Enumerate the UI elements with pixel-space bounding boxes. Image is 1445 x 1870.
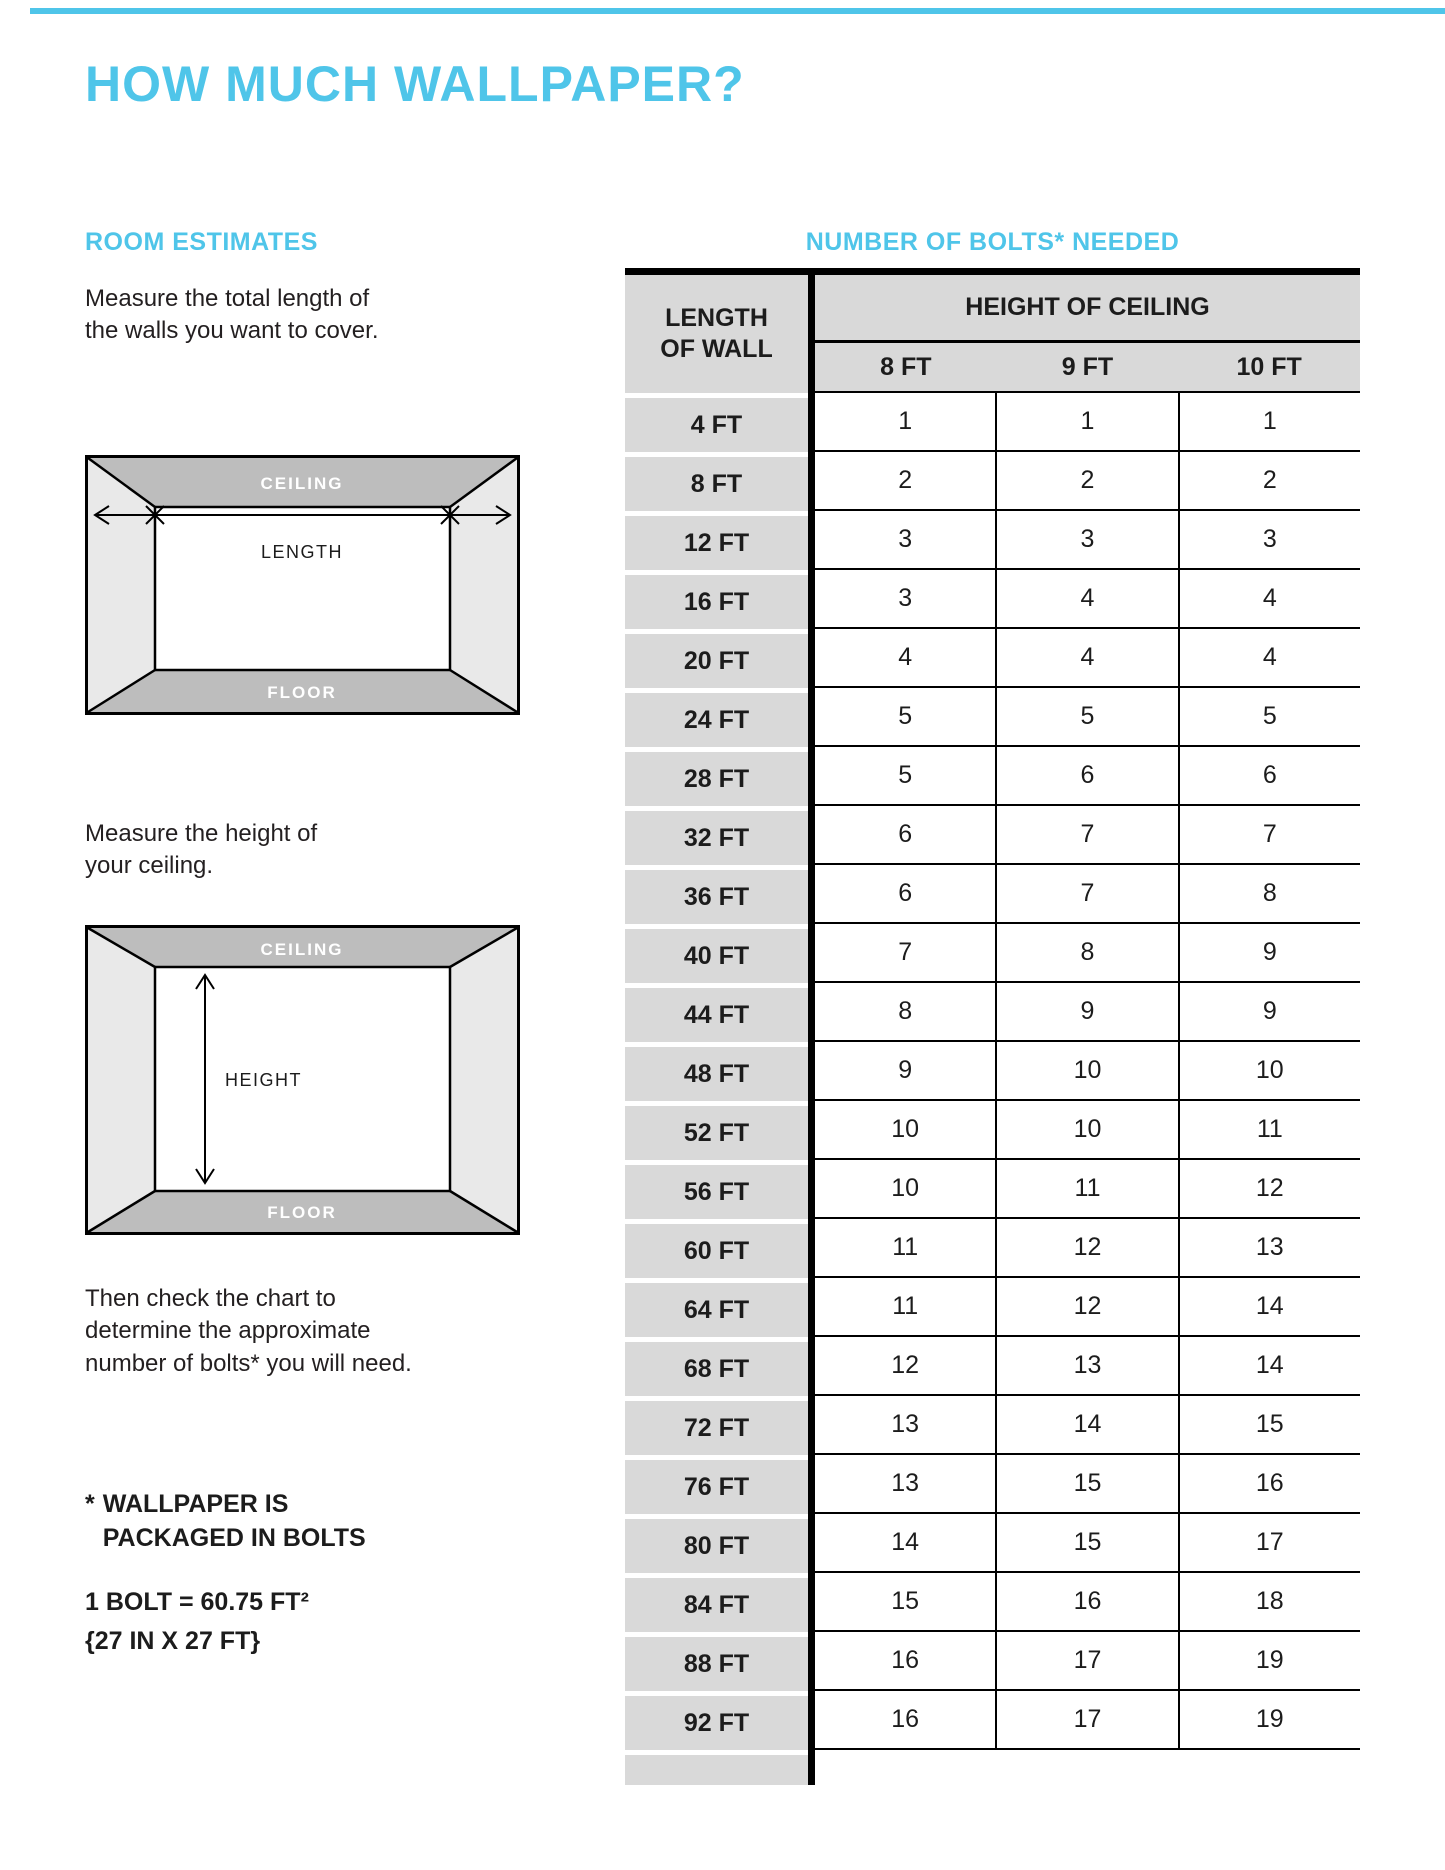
bolt-count-cell: 16: [815, 1691, 997, 1748]
bolt-count-cell: 17: [1180, 1514, 1360, 1571]
top-accent-rule: [30, 8, 1445, 14]
table-row: [815, 570, 1360, 629]
bolt-count-cell: 3: [815, 511, 997, 568]
bolt-dimensions-line: {27 IN X 27 FT}: [85, 1626, 261, 1655]
height-of-ceiling-header: HEIGHT OF CEILING: [815, 275, 1360, 343]
bolt-count-cell: 9: [815, 1042, 997, 1099]
bolt-count-cell: 17: [997, 1691, 1179, 1748]
table-row: [815, 1219, 1360, 1278]
wall-length-cell: 60 FT: [625, 1224, 808, 1278]
wall-length-cell: 4 FT: [625, 398, 808, 452]
bolt-count-cell: 15: [997, 1455, 1179, 1512]
table-row: [815, 1573, 1360, 1632]
bolt-count-cell: 8: [815, 983, 997, 1040]
bolt-count-cell: 7: [997, 865, 1179, 922]
bolt-count-cell: 4: [1180, 570, 1360, 627]
bolt-count-cell: 3: [815, 570, 997, 627]
length-column-footer: [625, 1755, 808, 1785]
bolt-count-cell: 12: [997, 1219, 1179, 1276]
floor-label: FLOOR: [267, 1203, 337, 1222]
page-title: HOW MUCH WALLPAPER?: [85, 56, 745, 112]
header-line: OF WALL: [660, 335, 773, 363]
table-row: [815, 806, 1360, 865]
room-estimates-heading: ROOM ESTIMATES: [85, 228, 318, 256]
bolt-count-cell: 13: [1180, 1219, 1360, 1276]
wall-length-cell: 12 FT: [625, 516, 808, 570]
bolt-count-cell: 15: [997, 1514, 1179, 1571]
bolt-count-cell: 14: [1180, 1337, 1360, 1394]
wall-length-cell: 56 FT: [625, 1165, 808, 1219]
footnote-text: [103, 1488, 366, 1556]
table-row: [815, 983, 1360, 1042]
bolt-count-cell: 9: [1180, 924, 1360, 981]
left-wall-face: [88, 928, 155, 1232]
bolt-count-cell: 8: [997, 924, 1179, 981]
bolt-count-cell: 1: [815, 393, 997, 450]
table-row: [815, 1396, 1360, 1455]
table-row: [815, 452, 1360, 511]
column-header-9ft: 9 FT: [1061, 352, 1114, 381]
bolt-count-cell: 2: [1180, 452, 1360, 509]
bolt-count-cell: 7: [997, 806, 1179, 863]
room-length-diagram: [85, 455, 520, 715]
bolt-count-cell: 4: [997, 570, 1179, 627]
table-row: [815, 1278, 1360, 1337]
right-wall-face: [450, 928, 517, 1232]
floor-label: FLOOR: [267, 683, 337, 702]
bolt-count-cell: 17: [997, 1632, 1179, 1689]
footnote-line: WALLPAPER IS: [102, 1490, 289, 1518]
bolt-count-cell: 9: [1180, 983, 1360, 1040]
table-row: [815, 1042, 1360, 1101]
wall-length-cell: 72 FT: [625, 1401, 808, 1455]
bolt-count-cell: 19: [1180, 1691, 1360, 1748]
bolt-count-cell: 5: [815, 747, 997, 804]
table-row: [815, 1337, 1360, 1396]
bolt-count-cell: 11: [815, 1219, 997, 1276]
bolt-counts-columns: [808, 275, 1360, 1785]
wall-length-cell: 8 FT: [625, 457, 808, 511]
bolt-count-cell: 5: [997, 688, 1179, 745]
column-header-8ft: 8 FT: [880, 352, 932, 381]
wall-length-cell: 76 FT: [625, 1460, 808, 1514]
bolt-count-cell: 6: [997, 747, 1179, 804]
table-row: [815, 924, 1360, 983]
paragraph-line: Measure the height of: [85, 820, 318, 847]
wall-length-cell: 24 FT: [625, 693, 808, 747]
bolt-count-cell: 11: [815, 1278, 997, 1335]
wall-length-cell: 84 FT: [625, 1578, 808, 1632]
bolt-count-cell: 3: [997, 511, 1179, 568]
paragraph-line: Measure the total length of: [85, 285, 370, 312]
bolt-count-cell: 10: [815, 1101, 997, 1158]
ceiling-height-subheaders: [815, 343, 1360, 393]
bolts-needed-heading: NUMBER OF BOLTS* NEEDED: [805, 228, 1180, 256]
bolt-count-cell: 14: [815, 1514, 997, 1571]
length-of-wall-column: [625, 275, 808, 1785]
table-row: [815, 1101, 1360, 1160]
bolt-count-cell: 10: [997, 1101, 1179, 1158]
paragraph-line: your ceiling.: [85, 852, 214, 880]
bolt-count-cell: 15: [815, 1573, 997, 1630]
footnote-line: PACKAGED IN BOLTS: [102, 1523, 366, 1552]
bolt-count-cell: 1: [1180, 393, 1360, 450]
paragraph-line: the walls you want to cover.: [85, 317, 379, 345]
bolts-footnote: [85, 1488, 366, 1556]
wall-length-cell: 40 FT: [625, 929, 808, 983]
bolt-count-cell: 13: [997, 1337, 1179, 1394]
bolt-count-cell: 16: [1180, 1455, 1360, 1512]
table-row: [815, 511, 1360, 570]
bolt-count-cell: 16: [997, 1573, 1179, 1630]
table-row: [815, 1455, 1360, 1514]
bolts-table: [625, 268, 1360, 1785]
bolt-count-cell: 16: [815, 1632, 997, 1689]
length-of-wall-header: [625, 275, 808, 393]
wall-length-cell: 80 FT: [625, 1519, 808, 1573]
bolt-area-line: 1 BOLT = 60.75 FT²: [85, 1588, 309, 1616]
back-wall-face: [155, 507, 450, 670]
back-wall-face: [155, 967, 450, 1191]
ceiling-label: CEILING: [260, 940, 344, 959]
bolt-count-cell: 9: [997, 983, 1179, 1040]
length-cells: [625, 398, 808, 1755]
bolt-count-cell: 4: [997, 629, 1179, 686]
paragraph-line: number of bolts* you will need.: [85, 1349, 412, 1377]
wall-length-cell: 36 FT: [625, 870, 808, 924]
table-row: [815, 865, 1360, 924]
wall-length-cell: 88 FT: [625, 1637, 808, 1691]
bolt-count-cell: 14: [997, 1396, 1179, 1453]
bolt-count-cell: 8: [1180, 865, 1360, 922]
paragraph-line: Then check the chart to: [85, 1285, 336, 1312]
ceiling-label: CEILING: [260, 474, 344, 493]
bolt-count-cell: 7: [1180, 806, 1360, 863]
bolt-count-cell: 10: [1180, 1042, 1360, 1099]
bolt-count-cell: 11: [1180, 1101, 1360, 1158]
wall-length-cell: 28 FT: [625, 752, 808, 806]
table-row: [815, 393, 1360, 452]
table-row: [815, 629, 1360, 688]
table-row: [815, 747, 1360, 806]
bolt-equivalence: [85, 1583, 309, 1661]
wall-length-cell: 20 FT: [625, 634, 808, 688]
bolt-count-cell: 18: [1180, 1573, 1360, 1630]
asterisk: *: [85, 1490, 95, 1518]
bolt-count-cell: 2: [997, 452, 1179, 509]
bolt-count-cell: 10: [997, 1042, 1179, 1099]
room-height-diagram: [85, 925, 520, 1235]
bolt-count-cell: 6: [815, 806, 997, 863]
wall-length-cell: 44 FT: [625, 988, 808, 1042]
bolt-count-cell: 4: [1180, 629, 1360, 686]
height-label: HEIGHT: [225, 1070, 303, 1090]
wall-length-cell: 32 FT: [625, 811, 808, 865]
bolt-count-cell: 13: [815, 1455, 997, 1512]
bolt-count-cell: 5: [815, 688, 997, 745]
bolt-count-cell: 1: [997, 393, 1179, 450]
wall-length-cell: 52 FT: [625, 1106, 808, 1160]
bolt-count-cell: 12: [815, 1337, 997, 1394]
bolt-count-cell: 11: [997, 1160, 1179, 1217]
bolt-count-cell: 6: [815, 865, 997, 922]
bolt-count-cell: 3: [1180, 511, 1360, 568]
table-row: [815, 688, 1360, 747]
table-row: [815, 1514, 1360, 1573]
bolt-count-cell: 5: [1180, 688, 1360, 745]
wall-length-cell: 92 FT: [625, 1696, 808, 1750]
length-label: LENGTH: [260, 542, 344, 562]
wall-length-cell: 48 FT: [625, 1047, 808, 1101]
paragraph-line: determine the approximate: [85, 1317, 371, 1345]
wall-length-cell: 64 FT: [625, 1283, 808, 1337]
bolt-count-cell: 14: [1180, 1278, 1360, 1335]
bolt-count-cell: 15: [1180, 1396, 1360, 1453]
bolt-count-cell: 7: [815, 924, 997, 981]
table-row: [815, 1632, 1360, 1691]
bolt-count-cell: 12: [1180, 1160, 1360, 1217]
measure-height-paragraph: [85, 818, 317, 883]
bolt-count-cell: 13: [815, 1396, 997, 1453]
bolt-count-cell: 19: [1180, 1632, 1360, 1689]
column-header-10ft: 10 FT: [1236, 352, 1302, 381]
table-row: [815, 1691, 1360, 1750]
measure-length-paragraph: [85, 283, 378, 348]
bolt-count-cell: 12: [997, 1278, 1179, 1335]
bolt-count-cell: 10: [815, 1160, 997, 1217]
wall-length-cell: 16 FT: [625, 575, 808, 629]
bolt-count-cell: 2: [815, 452, 997, 509]
bolts-table-rows: [815, 393, 1360, 1750]
header-line: LENGTH: [665, 303, 768, 332]
bolt-count-cell: 6: [1180, 747, 1360, 804]
bolt-count-cell: 4: [815, 629, 997, 686]
wall-length-cell: 68 FT: [625, 1342, 808, 1396]
check-chart-paragraph: [85, 1283, 412, 1380]
table-row: [815, 1160, 1360, 1219]
